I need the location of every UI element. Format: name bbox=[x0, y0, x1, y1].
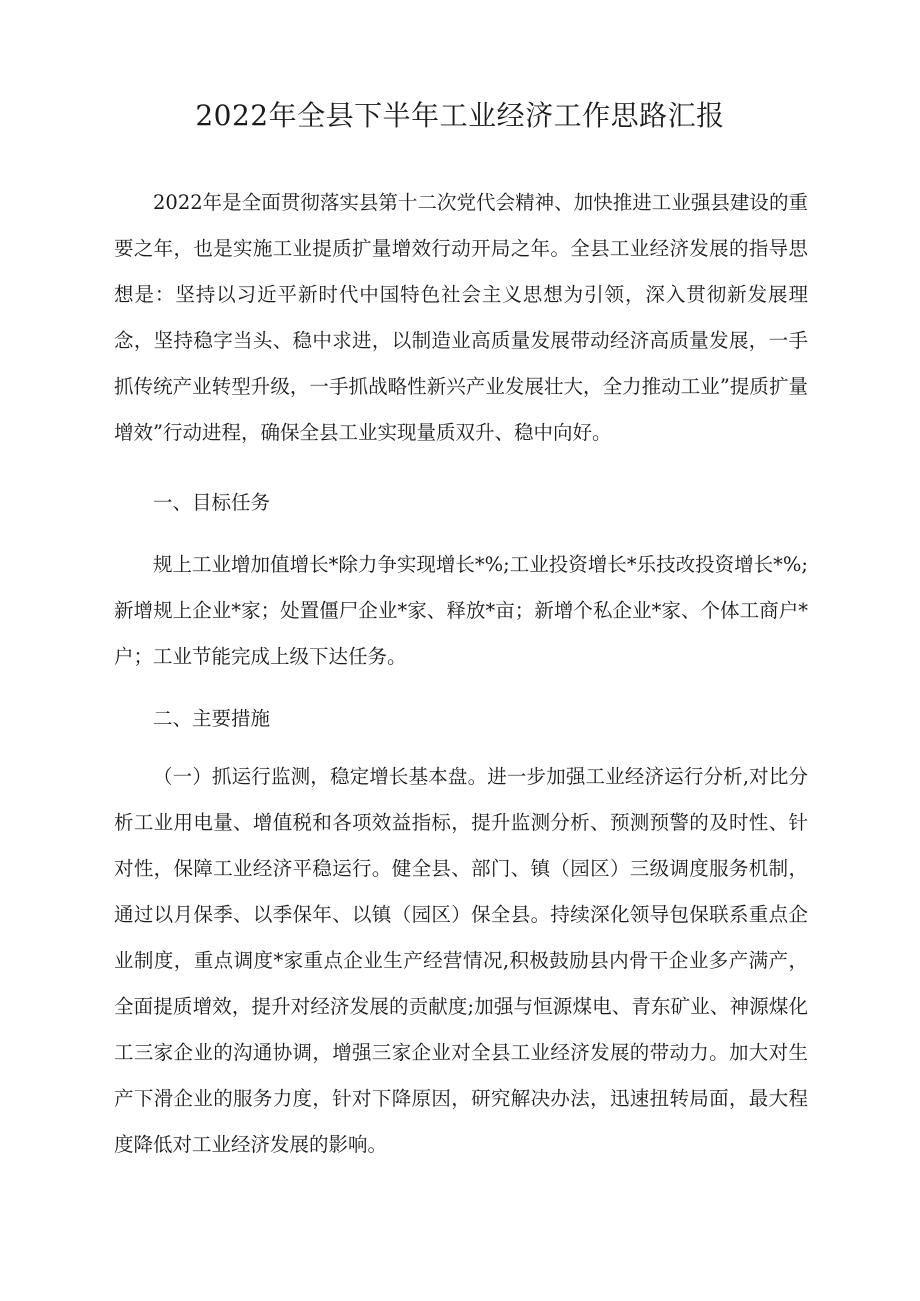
section-heading-goals: 一、目标任务 bbox=[153, 491, 271, 514]
goals-paragraph: 规上工业增加值增长*除力争实现增长*%;工业投资增长*乐技改投资增长*%;新增规上企业*家；处置僵尸企业*家、释放*亩；新增个私企业*家、个体工商户*户；工业节能完成上级下达任务。 bbox=[114, 553, 808, 668]
measure-paragraph-1: （一）抓运行监测，稳定增长基本盘。进一步加强工业经济运行分析,对比分析工业用电量、增值税和各项效益指标，提升监测分析、预测预警的及时性、针对性，保障工业经济平稳运行。健全县、部门、镇（园区）三级调度服务机制，通过以月保季、以季保年、以镇（园区）保全县。持续深化领导包保联系重点企业制度，重点调度*家重点企业生产经营情况,积极鼓励县内骨干企业多产满产，全面提质增效，提升对经济发展的贡献度;加强与恒源煤电、青东矿业、神源煤化工三家企业的沟通协调，增强三家企业对全县工业经济发展的带动力。加大对生产下滑企业的服务力度，针对下降原因，研究解决办法，迅速扭转局面，最大程度降低对工业经济发展的影响。 bbox=[114, 765, 808, 1156]
intro-paragraph: 2022年是全面贯彻落实县第十二次党代会精神、加快推进工业强县建设的重要之年，也是实施工业提质扩量增效行动开局之年。全县工业经济发展的指导思想是：坚持以习近平新时代中国特色社会主义思想为引领，深入贯彻新发展理念，坚持稳字当头、稳中求进，以制造业高质量发展带动经济高质量发展，一手抓传统产业转型升级，一手抓战略性新兴产业发展壮大，全力推动工业”提质扩量增效”行动进程，确保全县工业实现量质双升、稳中向好。 bbox=[114, 191, 808, 444]
section-heading-measures: 二、主要措施 bbox=[153, 707, 271, 730]
document-title: 2022年全县下半年工业经济工作思路汇报 bbox=[195, 99, 725, 132]
